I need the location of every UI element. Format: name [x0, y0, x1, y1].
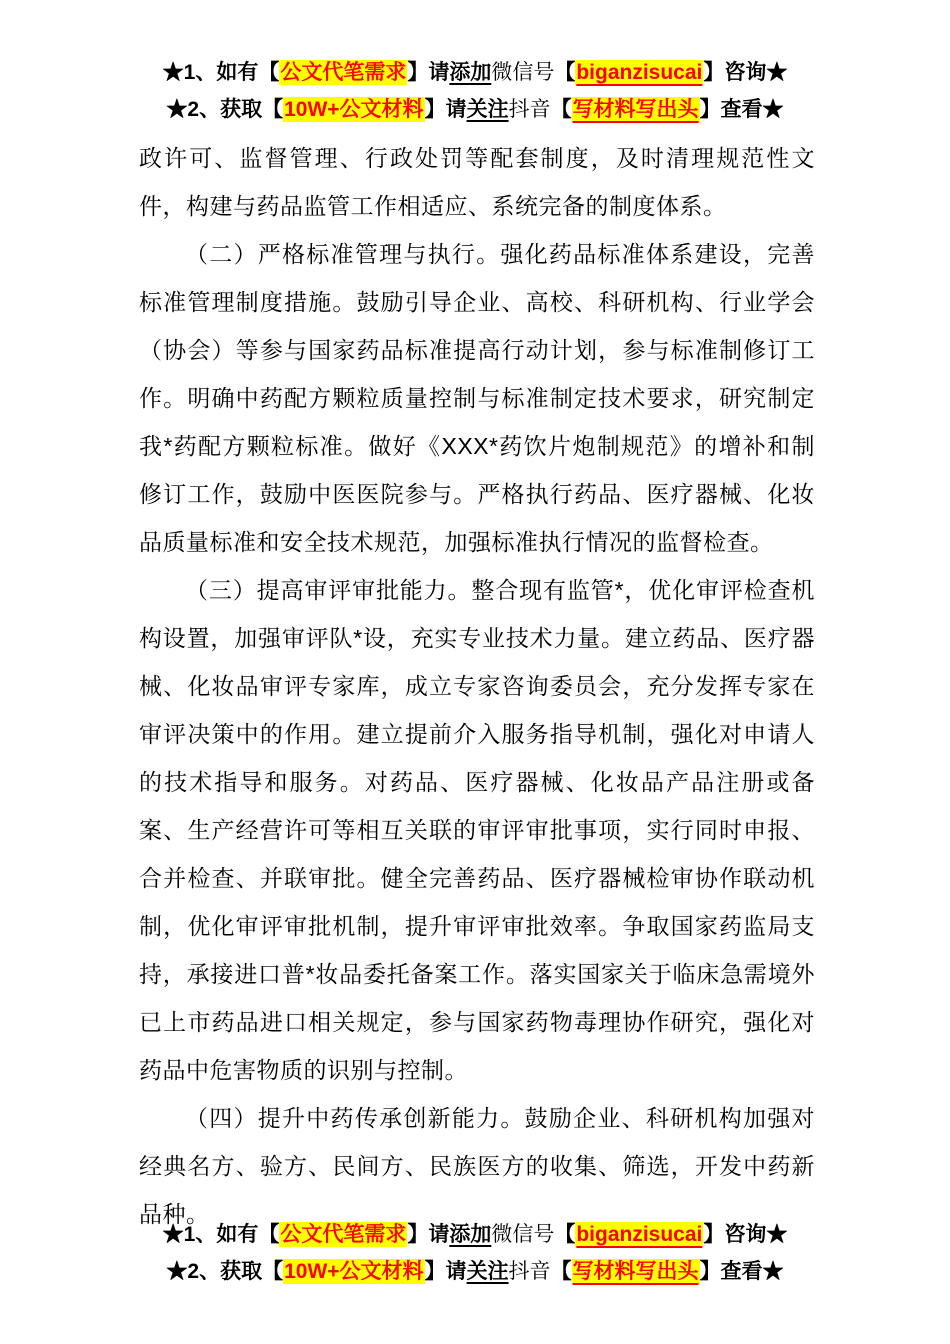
text-segment: 关注 — [466, 1260, 509, 1283]
text-segment: 抖音 — [508, 98, 551, 121]
text-segment: 】请 — [407, 1223, 450, 1246]
text-segment: 公文代笔需求 — [280, 61, 407, 84]
text-segment: 10W+公文材料 — [284, 98, 424, 121]
text-segment: 【 — [554, 1223, 576, 1246]
text-segment: 】咨询★ — [703, 1223, 788, 1246]
text-segment: 10W+公文材料 — [284, 1260, 424, 1283]
promo-banner-top — [0, 0, 950, 128]
promo-line-1 — [0, 1216, 950, 1253]
text-segment: 】请 — [424, 98, 467, 121]
text-segment: 关注 — [466, 98, 509, 121]
text-segment: 【 — [554, 61, 576, 84]
text-segment: 添加 — [449, 61, 492, 84]
text-segment: 写材料写出头 — [572, 98, 699, 121]
text-segment: biganzisucai — [576, 1223, 703, 1246]
promo-banner-bottom — [0, 1216, 950, 1290]
body-paragraph-section-4: （四）提升中药传承创新能力。鼓励企业、科研机构加强对经典名方、验方、民间方、民族医方的收集、筛选，开发中药新品种。 — [139, 1105, 815, 1227]
text-segment: 】咨询★ — [703, 61, 788, 84]
text-segment: 【 — [550, 98, 572, 121]
text-segment: 微信号 — [491, 1223, 555, 1246]
text-segment: 】请 — [407, 61, 450, 84]
promo-line-2 — [0, 1253, 950, 1290]
text-segment: 公文代笔需求 — [280, 1223, 407, 1246]
text-segment: 添加 — [449, 1223, 492, 1246]
text-segment: ★2、获取【 — [166, 1260, 284, 1283]
text-segment: 【 — [550, 1260, 572, 1283]
text-segment: ★2、获取【 — [166, 98, 284, 121]
document-body — [139, 134, 815, 1238]
text-segment: 写材料写出头 — [572, 1260, 699, 1283]
text-segment: 】请 — [424, 1260, 467, 1283]
promo-line-2 — [0, 91, 950, 128]
text-segment: 微信号 — [491, 61, 555, 84]
promo-line-1 — [0, 54, 950, 91]
text-segment: biganzisucai — [576, 61, 703, 84]
text-segment: 】查看★ — [699, 98, 784, 121]
text-segment: ★1、如有【 — [162, 1223, 280, 1246]
body-paragraph-section-2: （二）严格标准管理与执行。强化药品标准体系建设，完善标准管理制度措施。鼓励引导企业、高校、科研机构、行业学会（协会）等参与国家药品标准提高行动计划，参与标准制修订工作。明确中药配方颗粒质量控制与标准制定技术要求，研究制定我*药配方颗粒标准。做好《XXX*药饮片炮制规范》的增补和制修订工作，鼓励中医医院参与。严格执行药品、医疗器械、化妆品质量标准和安全技术规范，加强标准执行情况的监督检查。 — [139, 241, 815, 555]
body-paragraph-section-3: （三）提高审评审批能力。整合现有监管*，优化审评检查机构设置，加强审评队*设，充实专业技术力量。建立药品、医疗器械、化妆品审评专家库，成立专家咨询委员会，充分发挥专家在审评决策中的作用。建立提前介入服务指导机制，强化对申请人的技术指导和服务。对药品、医疗器械、化妆品产品注册或备案、生产经营许可等相互关联的审评审批事项，实行同时申报、合并检查、并联审批。健全完善药品、医疗器械检审协作联动机制，优化审评审批机制，提升审评审批效率。争取国家药监局支持，承接进口普*妆品委托备案工作。落实国家关于临床急需境外已上市药品进口相关规定，参与国家药物毒理协作研究，强化对药品中危害物质的识别与控制。 — [139, 577, 815, 1083]
text-segment: 抖音 — [508, 1260, 551, 1283]
body-paragraph-continuation: 政许可、监督管理、行政处罚等配套制度，及时清理规范性文件，构建与药品监管工作相适应、系统完备的制度体系。 — [139, 145, 815, 219]
text-segment: ★1、如有【 — [162, 61, 280, 84]
text-segment: 】查看★ — [699, 1260, 784, 1283]
